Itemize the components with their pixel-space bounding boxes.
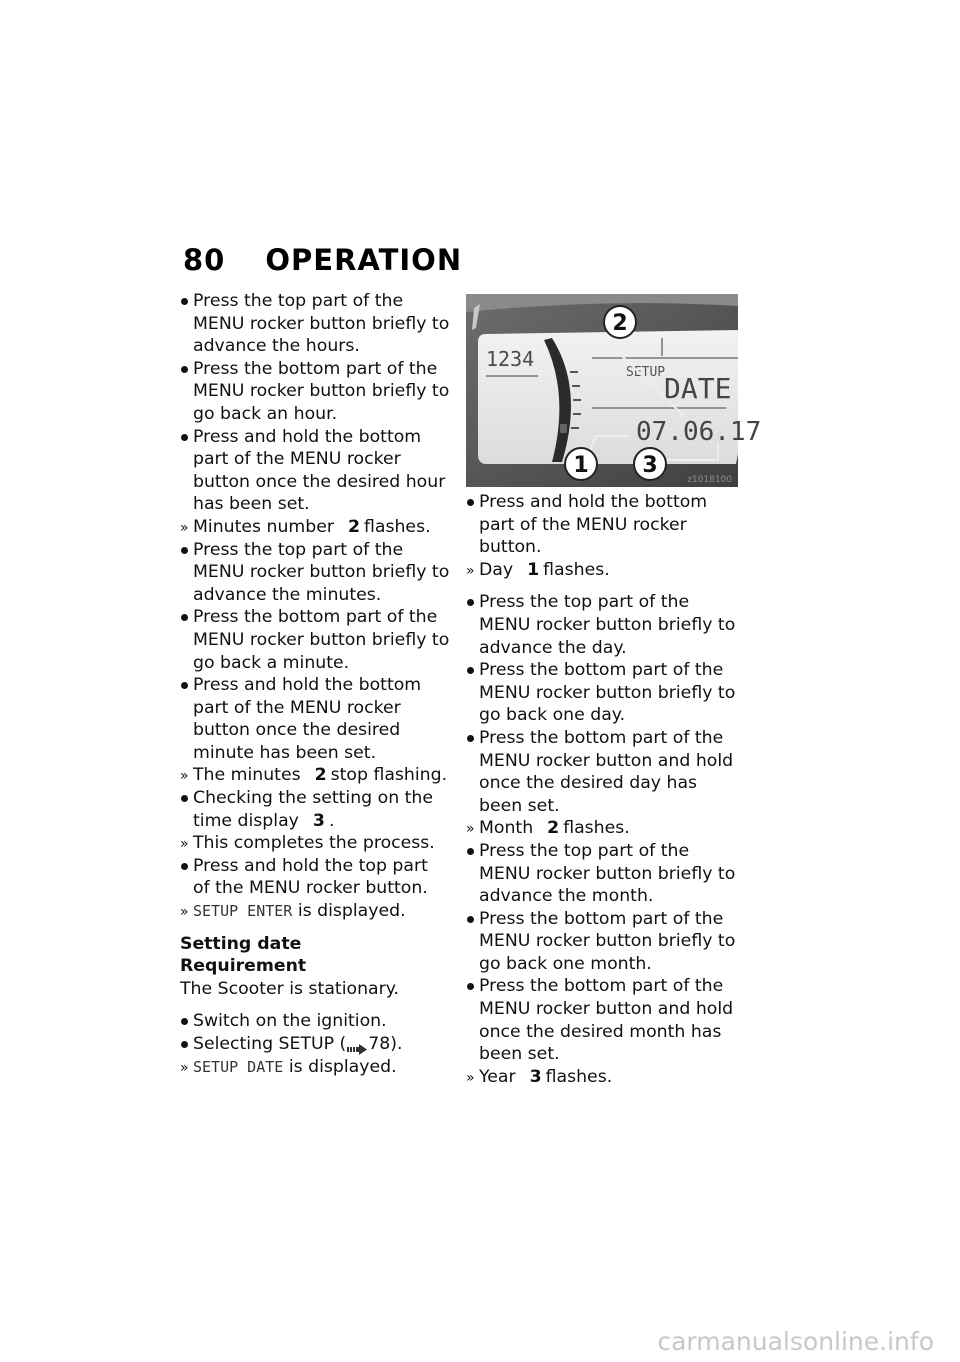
result-arrow-icon: » (180, 768, 189, 785)
step-text: Switch on the ignition. (193, 1011, 387, 1032)
step-text: Press the bottom part of the MENU rocker button and hold once the desired month has been set. (479, 976, 734, 1065)
spacer (466, 581, 736, 591)
step-text: Press the bottom part of the MENU rocker button briefly to go back one month. (479, 908, 736, 974)
svg-text:3: 3 (642, 453, 658, 478)
step-text: flashes. (563, 818, 630, 839)
watermark: carmanualsonline.info (657, 1327, 934, 1356)
requirement-label: Requirement (180, 956, 307, 977)
step-text: stop flashing. (330, 765, 448, 786)
left-column (180, 290, 450, 1078)
instruction-step (466, 591, 736, 659)
result-step (466, 817, 736, 840)
step-text: Press and hold the bottom part of the MENU rocker button. (479, 492, 708, 558)
reference-number: 2 (347, 516, 360, 537)
result-step (180, 832, 450, 855)
step-text: . (328, 810, 335, 831)
instruction-step (466, 908, 736, 976)
step-text: This completes the process. (193, 833, 435, 854)
step-text: Press and hold the top part of the MENU rocker button. (193, 855, 428, 899)
result-arrow-icon: » (180, 904, 189, 921)
instrument-display-figure (466, 294, 762, 487)
step-text: Minutes number (193, 516, 334, 537)
result-arrow-icon: » (466, 1069, 475, 1086)
result-step (180, 900, 450, 923)
instruction-step (180, 1010, 450, 1033)
page-number: 80 (183, 243, 226, 277)
display-text: SETUP DATE (193, 1057, 284, 1076)
section-heading: Setting date (180, 933, 302, 954)
spacer (180, 1000, 450, 1010)
step-text: flashes. (364, 516, 431, 537)
instruction-step (180, 787, 450, 832)
step-text: Day (479, 559, 514, 580)
step-text: Press the top part of the MENU rocker button briefly to advance the month. (479, 840, 736, 907)
instruction-step (466, 659, 736, 727)
result-step (180, 516, 450, 539)
right-column (466, 491, 736, 1088)
image-code: z1018100 (687, 475, 732, 485)
fuel-pump-icon (560, 424, 567, 433)
step-text: is displayed. (288, 1056, 397, 1077)
step-text: Checking the setting on the time display (193, 788, 434, 831)
step-text: Selecting SETUP ( (193, 1034, 347, 1054)
requirement-text: The Scooter is stationary. (180, 978, 399, 999)
step-text: flashes. (545, 1066, 613, 1087)
page-header (183, 243, 462, 277)
step-text: Press and hold the bottom part of the MENU rocker button once the desired minute has been set. (193, 675, 422, 763)
step-text: flashes. (543, 559, 610, 580)
step-text: Year (479, 1066, 516, 1087)
page-reference-arrow-icon (347, 1039, 367, 1050)
step-text: Press the bottom part of the MENU rocker button briefly to go back an hour. (193, 358, 450, 424)
step-text: Press the bottom part of the MENU rocker button and hold once the desired day has been set. (479, 727, 734, 816)
svg-text:1: 1 (573, 453, 589, 478)
display-text: SETUP ENTER (193, 902, 293, 921)
step-text: The minutes (193, 765, 301, 786)
instruction-step (180, 358, 450, 426)
odometer-reading: 1234 (486, 347, 535, 371)
result-step (180, 764, 450, 787)
instruction-step (466, 975, 736, 1065)
reference-number: 2 (547, 818, 560, 839)
step-text: Press the top part of the MENU rocker button briefly to advance the hours. (193, 291, 450, 357)
reference-number: 1 (527, 559, 540, 580)
reference-number: 3 (529, 1066, 542, 1087)
result-step (466, 1066, 736, 1089)
date-value: 07.06.17 (636, 417, 762, 447)
result-arrow-icon: » (180, 1059, 189, 1076)
spacer (180, 923, 450, 933)
instruction-step (180, 290, 450, 358)
instruction-step (180, 1033, 450, 1056)
instruction-step (466, 840, 736, 908)
result-step (466, 559, 736, 582)
instruction-step (180, 426, 450, 516)
result-arrow-icon: » (180, 836, 189, 853)
date-mode-label: DATE (664, 372, 732, 405)
section-title: OPERATION (265, 243, 463, 277)
setup-label: SETUP (626, 365, 666, 380)
instruction-step (180, 539, 450, 607)
svg-text:2: 2 (612, 311, 628, 336)
step-text: Press and hold the bottom part of the MENU rocker button once the desired hour has been set. (193, 426, 446, 515)
instruction-step (466, 727, 736, 817)
reference-number: 2 (314, 765, 327, 786)
result-step (180, 1056, 450, 1079)
step-text: is displayed. (297, 901, 406, 922)
result-arrow-icon: » (180, 519, 189, 536)
step-text: 78). (368, 1034, 403, 1054)
step-text: Press the bottom part of the MENU rocker button briefly to go back one day. (479, 660, 736, 726)
instruction-step (466, 491, 736, 559)
instruction-step (180, 855, 450, 900)
instruction-step (180, 606, 450, 674)
step-text: Press the top part of the MENU rocker button briefly to advance the day. (479, 592, 736, 658)
step-text: Month (479, 818, 534, 839)
result-arrow-icon: » (466, 821, 475, 838)
result-arrow-icon: » (466, 562, 475, 579)
step-text: Press the bottom part of the MENU rocker button briefly to go back a minute. (193, 607, 450, 673)
reference-number: 3 (312, 810, 325, 831)
step-text: Press the top part of the MENU rocker button briefly to advance the minutes. (193, 539, 450, 605)
instruction-step (180, 674, 450, 764)
